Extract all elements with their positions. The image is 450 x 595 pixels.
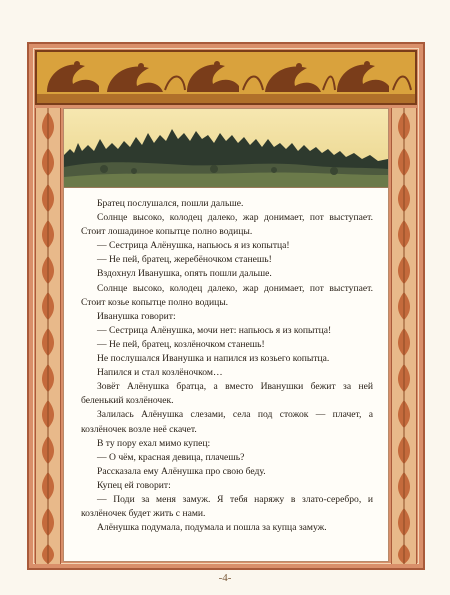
story-line: Вздохнул Иванушка, опять пошли дальше. (97, 268, 272, 280)
story-line: Напился и стал козлёночком… (97, 367, 223, 379)
leaf-ornament-icon (36, 108, 60, 564)
story-line: Не послушался Иванушка и напился из козьего копытца. (97, 353, 330, 365)
right-ornament-column (391, 108, 417, 564)
story-line: Солнце высоко, колодец далеко, жар донимает, пот выступает. Стоит лошадиное копытце полно водицы. (81, 212, 373, 238)
story-line: Залилась Алёнушка слезами, села под стожок — плачет, а козлёночек возле неё скачет. (81, 409, 373, 435)
page-number: -4- (218, 572, 232, 584)
story-line: — Поди за меня замуж. Я тебя наряжу в злато-серебро, и козлёночек будет жить с нами. (81, 493, 373, 520)
story-line: Алёнушка подумала, подумала и пошла за купца замуж. (97, 522, 327, 534)
story-line: Иванушка говорит: (97, 310, 176, 322)
story-line: Братец послушался, пошли дальше. (97, 198, 244, 209)
landscape-illustration (64, 109, 388, 188)
forest-landscape-icon (64, 109, 388, 187)
story-line: — О чём, красная девица, плачешь? (97, 451, 245, 463)
story-line: Купец ей говорит: (97, 479, 171, 491)
story-line: Рассказала ему Алёнушка про свою беду. (97, 465, 266, 477)
story-text (81, 197, 373, 535)
story-line: В ту пору ехал мимо купец: (97, 437, 211, 449)
story-line: — Не пей, братец, козлёночком станешь! (97, 338, 265, 350)
leaf-ornament-icon (392, 108, 416, 564)
story-line: Солнце высоко, колодец далеко, жар донимает, пот выступает. Стоит козье копытце полно водицы. (81, 282, 373, 308)
story-line: — Сестрица Алёнушка, напьюсь я из копытца! (97, 240, 290, 252)
story-line: Зовёт Алёнушка братца, а вместо Иванушки бежит за ней беленький козлёночек. (81, 381, 373, 407)
story-line: — Сестрица Алёнушка, мочи нет: напьюсь я из копытца! (97, 324, 332, 336)
horse-ornament-icon (37, 52, 415, 103)
top-ornament-band (35, 50, 417, 105)
text-panel (63, 108, 389, 562)
left-ornament-column (35, 108, 61, 564)
story-line: — Не пей, братец, жеребёночком станешь! (97, 254, 272, 266)
